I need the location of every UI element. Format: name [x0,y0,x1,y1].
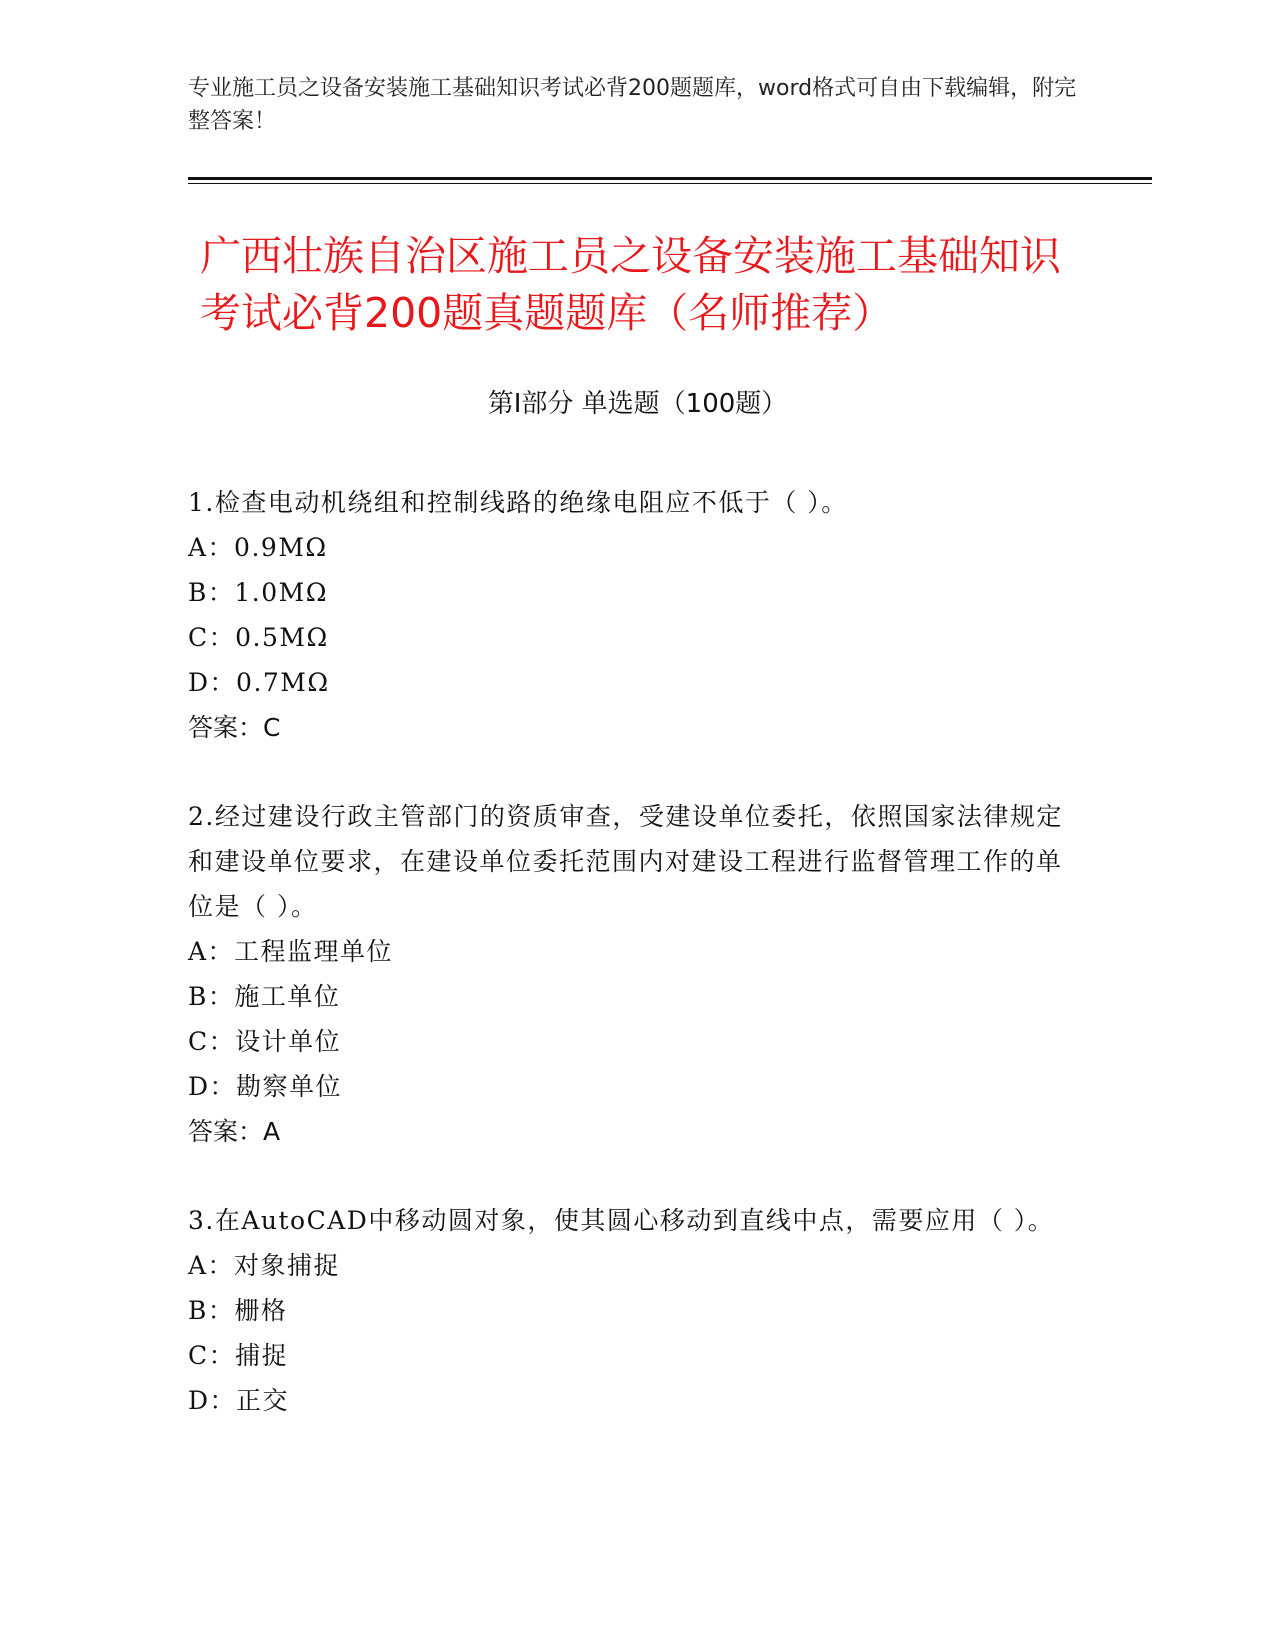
option-c: C：0.5MΩ [188,623,329,652]
header-divider-thin [188,183,1152,184]
question-2 [188,794,1068,1154]
option-a: A：工程监理单位 [188,937,394,966]
option-a: A：对象捕捉 [188,1251,341,1280]
option-d: D：0.7MΩ [188,668,330,697]
question-1 [188,480,1068,750]
option-c: C：设计单位 [188,1027,342,1056]
section-title: 第Ⅰ部分 单选题（100题） [487,389,788,419]
question-stem: 3.在AutoCAD中移动圆对象，使其圆心移动到直线中点，需要应用（ ）。 [188,1206,1055,1235]
option-b: B：栅格 [188,1296,288,1325]
question-3 [188,1198,1068,1423]
question-stem: 2.经过建设行政主管部门的资质审查，受建设单位委托，依照国家法律规定和建设单位要求，在建设单位委托范围内对建设工程进行监督管理工作的单位是（ ）。 [188,802,1063,921]
document-title: 广西壮族自治区施工员之设备安装施工基础知识考试必背200题真题题库（名师推荐） [200,232,1061,337]
header-divider-thick [188,177,1152,180]
answer: 答案：A [188,1117,281,1146]
option-d: D：勘察单位 [188,1072,343,1101]
question-stem: 1.检查电动机绕组和控制线路的绝缘电阻应不低于（ ）。 [188,488,848,517]
option-b: B：施工单位 [188,982,341,1011]
answer: 答案：C [188,713,281,742]
option-b: B：1.0MΩ [188,578,328,607]
option-d: D：正交 [188,1386,290,1415]
question-list [188,480,1068,1467]
option-a: A：0.9MΩ [188,533,328,562]
option-c: C：捕捉 [188,1341,289,1370]
header-note: 专业施工员之设备安装施工基础知识考试必背200题题库，word格式可自由下载编辑，附完整答案！ [188,76,1077,134]
